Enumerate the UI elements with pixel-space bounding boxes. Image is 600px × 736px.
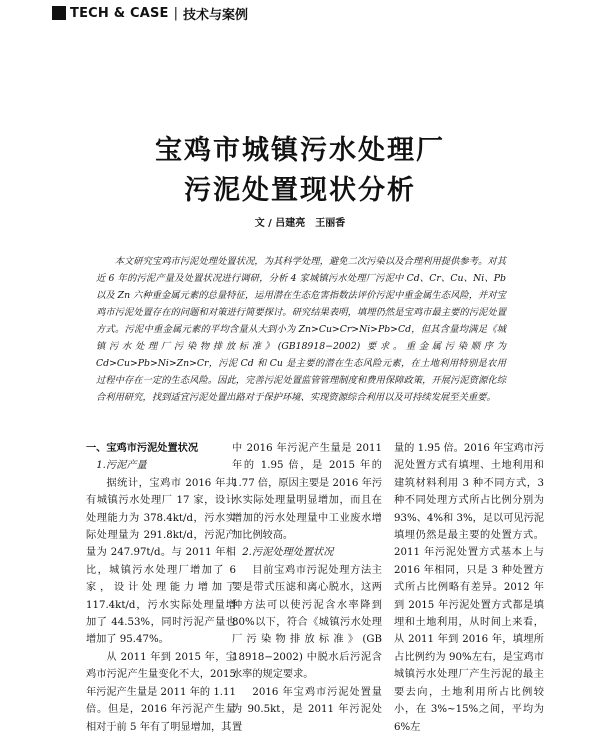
section-heading-1: 一、宝鸡市污泥处置状况 <box>86 443 199 454</box>
section-label-cn: 技术与案例 <box>183 7 249 23</box>
body-paragraph: 据统计，宝鸡市 2016 年共有城镇污水处理厂 17 家，设计处理能力为 378.4kt/d，污水实际处理量为 291.8kt/d，污泥产量为 247.97t/d。与 2011 年相比，城镇污水处理厂增加了 6 家，设计处理能力增加了 117.4kt/d，污水实际处理量增加了 44.53%，同时污泥产量也增加了 95.47%。 <box>86 477 236 646</box>
article-title-line1: 宝鸡市城镇污水处理厂 <box>155 135 445 166</box>
body-paragraph: 从 2011 年到 2015 年，宝鸡市污泥产生量变化不大，2015 年污泥产生量是 2011 年的 1.11 倍。但是，2016 年污泥产生量相对于前 5 年有了明显增加，其 <box>86 651 237 733</box>
abstract-text: 本文研究宝鸡市污泥处理处置状况，为其科学处理，避免二次污染以及合理利用提供参考。对其近 6 年的污泥产量及处置状况进行调研，分析 4 家城镇污水处理厂污泥中 Cd、Cr、Cu、Ni、Pb 以及 Zn 六种重金属元素的总量特征，运用潜在生态危害指数法评价污泥中重金属生态风险，并对宝鸡市污泥处置存在的问题和对策进行简要探讨。研究结果表明，填埋仍然是宝鸡市最主要的污泥处置方式。污泥中重金属元素的平均含量从大到小为 Zn>Cu>Cr>Ni>Pb>Cd，但其含量均满足《城镇污水处理厂污染物排放标准》(GB18918−2002) 要求。重金属污染顺序为 Cd>Cu>Pb>Ni>Zn>Cr，污泥 Cd 和 Cu 是主要的潜在生态风险元素，在土地利用特别是农用过程中存在一定的生态风险。因此，完善污泥处置监管管理制度和费用保障政策，开展污泥资源化综合利用研究，找到适宜污泥处置出路对于保护环境、实现资源综合利用以及可持续发展至关重要。 <box>96 256 506 403</box>
body-paragraph: 目前宝鸡市污泥处理方法主要是带式压滤和离心脱水，这两种方法可以使污泥含水率降到 80%以下，符合《城镇污水处理厂污染物排放标准》(GB 18918−2002) 中脱水后污泥含水率的规定要求。 <box>232 564 382 681</box>
body-paragraph: 2016 年宝鸡市污泥处置量为 90.5kt，是 2011 年污泥处置 <box>232 686 382 733</box>
article-title-line2: 污泥处置现状分析 <box>184 175 416 206</box>
abstract <box>96 253 506 406</box>
header-square-icon <box>52 6 66 20</box>
subsection-heading-1: 1.污泥产量 <box>96 460 147 472</box>
body-paragraph: 量的 1.95 倍。2016 年宝鸡市污泥处置方式有填埋、土地利用和建筑材料利用 3 种不同方式，3 种不同处理方式所占比例分别为 93%、4%和 3%，足以可见污泥填埋仍然是最主要的处置方式。2011 年污泥处置方式基本上与 2016 年相同，只是 3 种处置方式所占比例略有差异。2012 年到 2015 年污泥处置方式都是填埋和土地利用，从时间上来看，从 2011 年到 2016 年，填埋所占比例约为 90%左右，是宝鸡市城镇污水处理厂产生污泥的最主要去向，土地利用所占比例较小，在 3%~15%之间，平均为 6%左 <box>394 443 545 733</box>
section-header <box>52 4 248 22</box>
header-separator: | <box>173 5 178 21</box>
body-column-3 <box>394 440 544 736</box>
body-paragraph: 中 2016 年污泥产生量是 2011 年的 1.95 倍，是 2015 年的 1.77 倍，原因主要是 2016 年污水实际处理量明显增加，而且在增加的污水处理量中工业废水增加比例较高。 <box>232 443 383 542</box>
subsection-heading-2: 2.污泥处理处置状况 <box>242 547 334 559</box>
body-column-1 <box>86 440 236 736</box>
article-authors: 文 / 吕建亮 王丽香 <box>254 218 346 229</box>
section-label-en: TECH & CASE <box>70 5 169 21</box>
body-column-2 <box>232 440 382 736</box>
